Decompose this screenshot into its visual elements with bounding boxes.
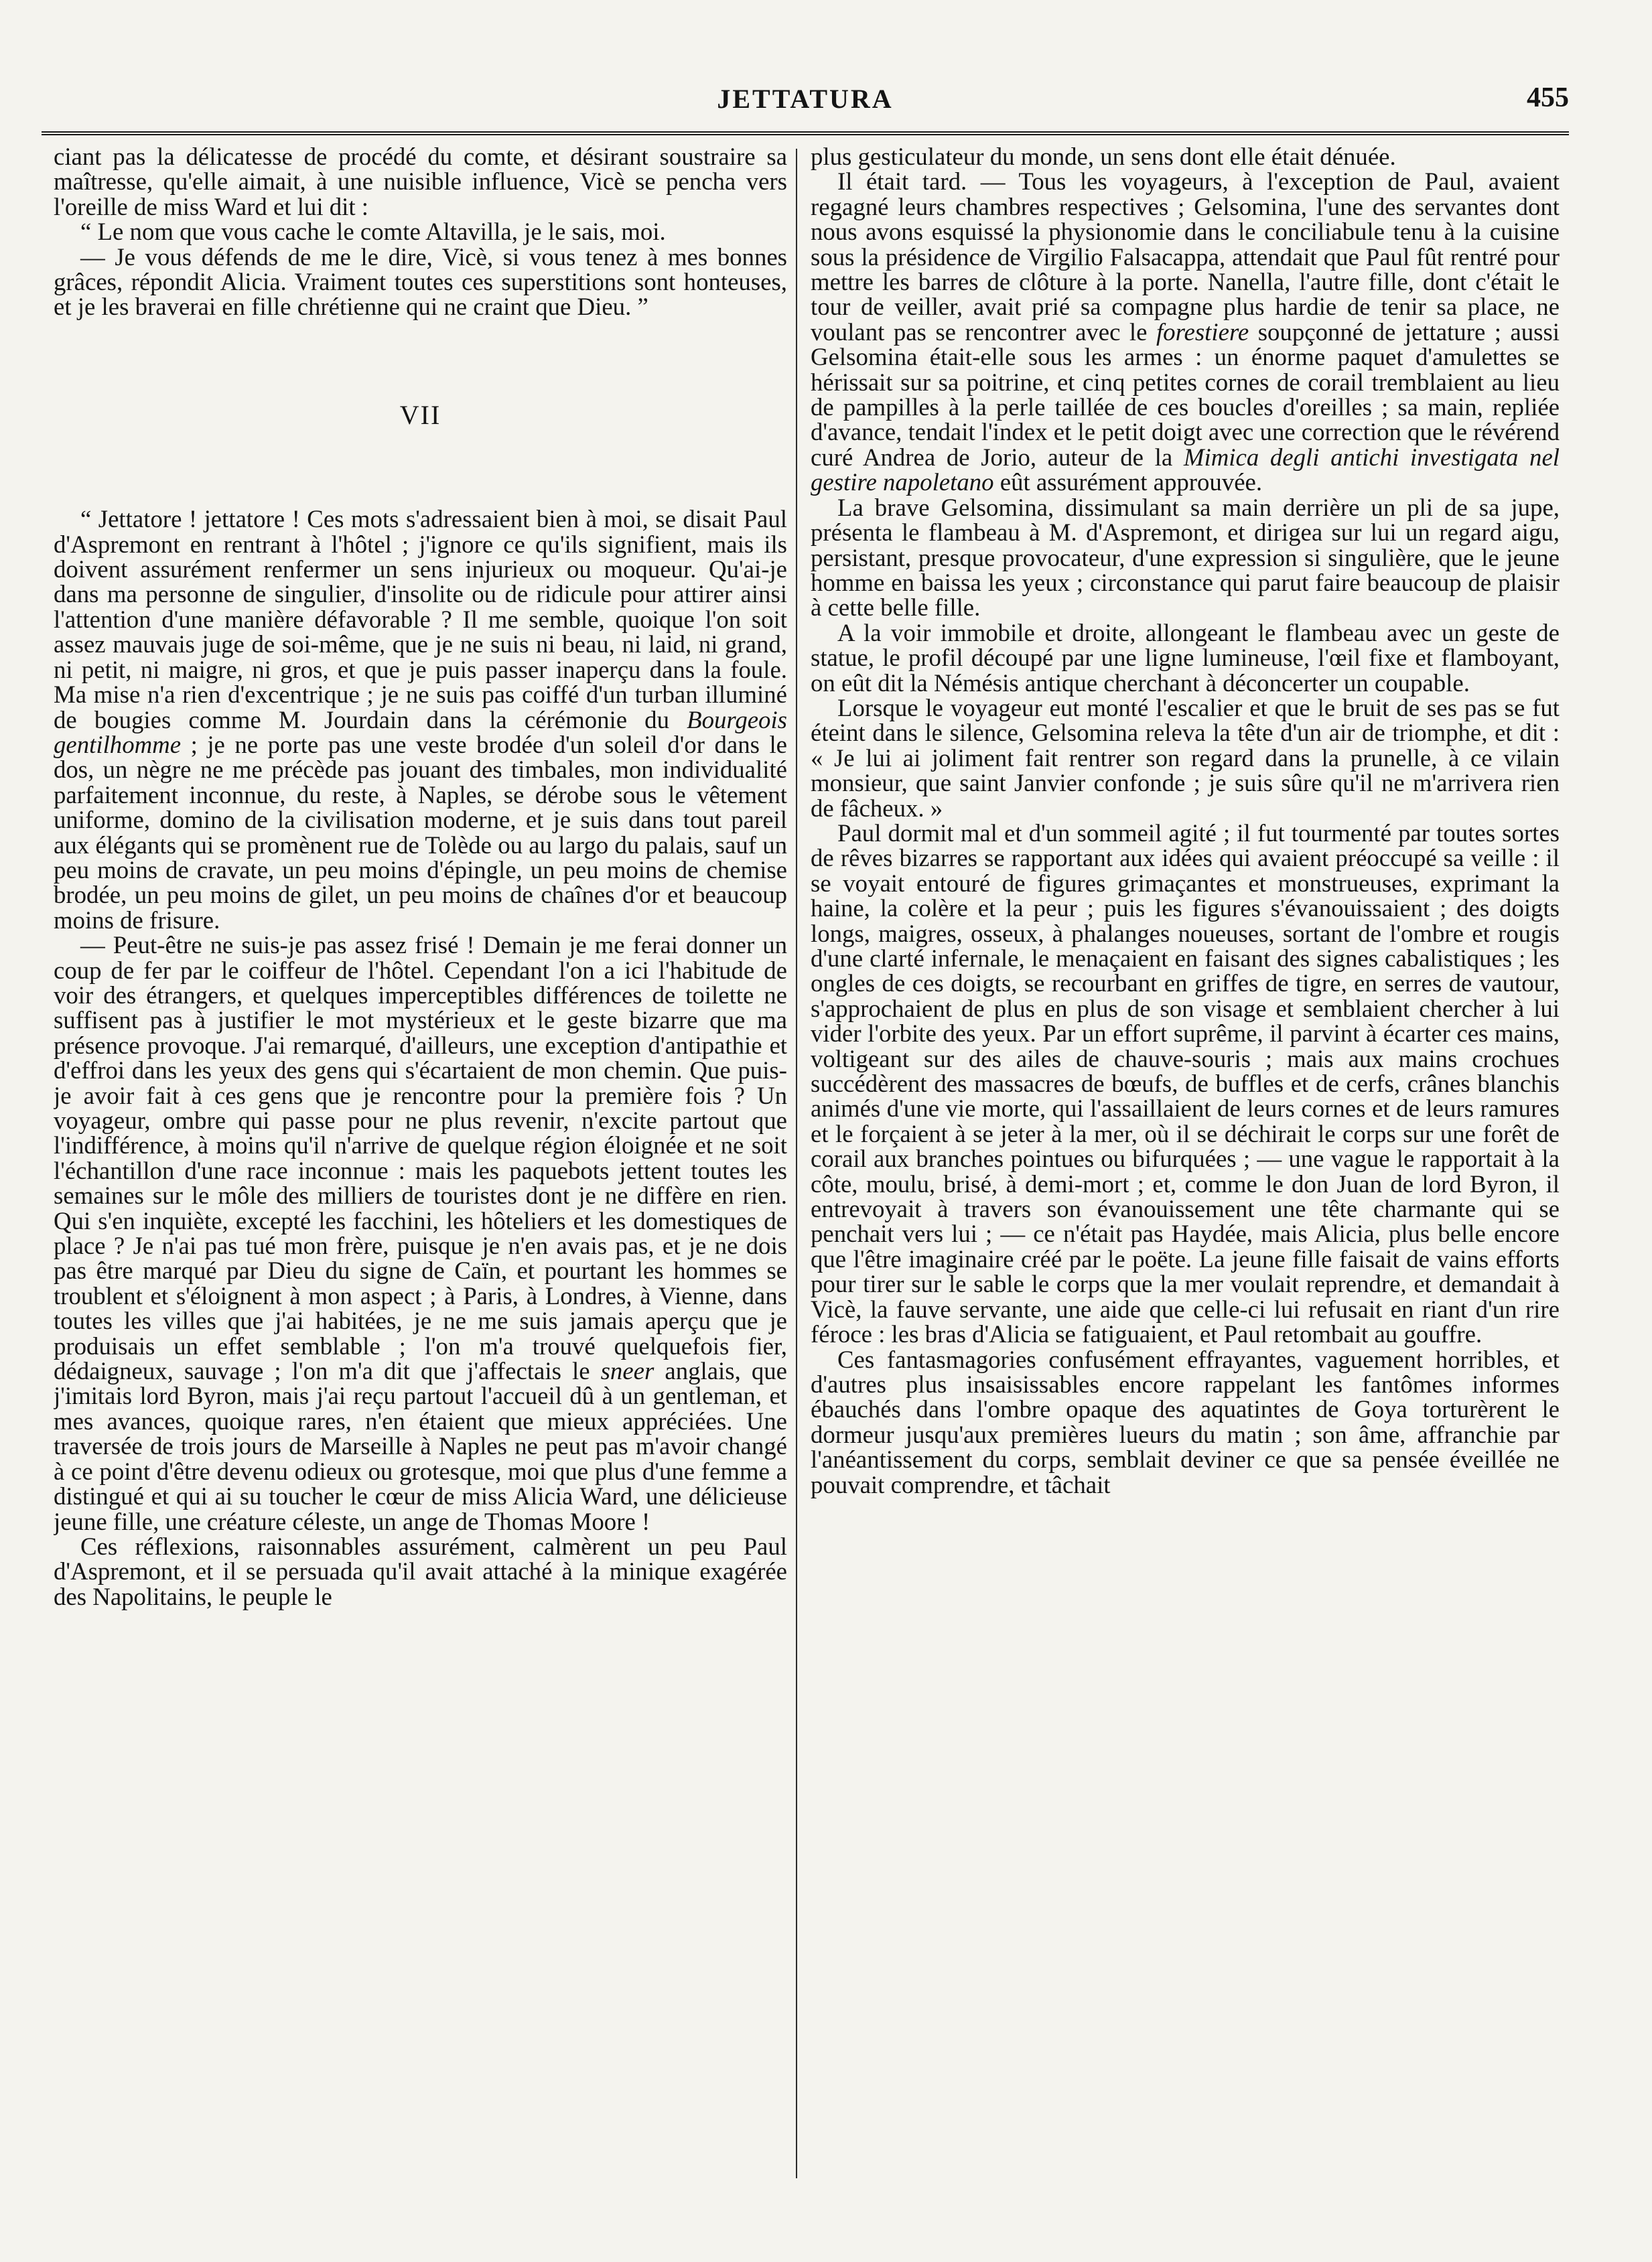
page-number: 455 bbox=[1527, 82, 1569, 113]
text-run: — Peut-être ne suis-je pas assez frisé ! Demain je me ferai donner un coup de fer par le coiffeur de l'hôtel. Cependant l'on a ici l'habitude de voir des étrangers, et quelques imperceptibles différences de toilette ne suffisent pas à justifier le mot mystérieux et le geste bizarre que ma présence provoque. J'ai remarqué, d'ailleurs, une exception d'antipathie et d'effroi dans les yeux des gens qui s'écartaient de mon chemin. Que puis-je avoir fait à ces gens que je rencontre pour la première fois ? Un voyageur, ombre qui passe pour ne plus revenir, n'excite partout que l'indifférence, à moins qu'il n'arrive de quelque région éloignée et ne soit l'échantillon d'une race inconnue : mais les paquebots jettent toutes les semaines sur le môle des milliers de touristes dont je ne diffère en rien. Qui s'en inquiète, excepté les facchini, les hôteliers et les domestiques de place ? Je n'ai pas tué mon frère, puisque je n'en avais pas, et je ne dois pas être marqué par Dieu du signe de Caïn, et pourtant les hommes se troublent et s'éloignent à mon aspect ; à Paris, à Londres, à Vienne, dans toutes les villes que j'ai habitées, je ne me suis jamais aperçu que je produisais un effet semblable ; l'on m'a trouvé quelquefois fier, dédaigneux, sauvage ; l'on m'a dit que j'affectais le bbox=[54, 931, 787, 1385]
paragraph bbox=[54, 932, 787, 1534]
running-title: JETTATURA bbox=[717, 84, 894, 114]
paragraph: “ Le nom que vous cache le comte Altavilla, je le sais, moi. bbox=[80, 218, 666, 246]
italic-title: Mimica degli antichi investigata nel gestire napoletano bbox=[811, 443, 1560, 496]
paragraph: Ces fantasmagories confusément effrayantes, vaguement horribles, et d'autres plus insaisissables encore rappelant les fantômes informes ébauchés dans l'ombre opaque des aquatintes de Goya torturèrent le dormeur jusqu'aux premières lueurs du matin ; son âme, affranchie par l'anéantissement du corps, semblait deviner ce que sa pensée éveillée ne pouvait comprendre, et tâchait bbox=[811, 1345, 1560, 1498]
text-run: eût assurément approuvée. bbox=[1000, 468, 1263, 496]
text-run: “ Jettatore ! jettatore ! Ces mots s'adressaient bien à moi, se disait Paul d'Aspremont en rentrant à l'hôtel ; j'ignore ce qu'ils signifient, mais ils doivent assurément renfermer un sens injurieux ou moqueur. Qu'ai-je dans ma personne de singulier, d'insolite ou de ridicule pour attirer ainsi l'attention d'une manière défavorable ? Il me semble, quoique l'on soit assez mauvais juge de soi-même, que je ne suis ni beau, ni laid, ni grand, ni petit, ni maigre, ni gros, et que je puis passer inaperçu dans la foule. Ma mise n'a rien d'excentrique ; je ne suis pas coiffé d'un turban illuminé de bougies comme M. Jourdain dans la cérémonie du bbox=[54, 505, 787, 733]
left-column bbox=[54, 144, 787, 2180]
paragraph: Lorsque le voyageur eut monté l'escalier et que le bruit de ses pas se fut éteint dans le silence, Gelsomina releva la tête d'un air de triomphe, et dit : « Je lui ai joliment fait rentrer son regard dans la prunelle, à ce vilain monsieur, que saint Janvier confonde ; je suis sûre qu'il ne m'arrivera rien de fâcheux. » bbox=[811, 693, 1560, 822]
italic-word: forestiere bbox=[1156, 317, 1249, 346]
italic-word: sneer bbox=[600, 1357, 655, 1385]
paragraph: Ces réflexions, raisonnables assurément, calmèrent un peu Paul d'Aspremont, et il se persuada qu'il avait attaché à la minique exagérée des Napolitains, le peuple le bbox=[54, 1532, 787, 1610]
column-divider bbox=[796, 149, 797, 2178]
paragraph: A la voir immobile et droite, allongeant le flambeau avec un geste de statue, le profil découpé par une ligne lumineuse, l'œil fixe et flamboyant, on eût dit la Némésis antique cherchant à déconcerter un coupable. bbox=[811, 618, 1560, 697]
paragraph: ciant pas la délicatesse de procédé du comte, et désirant soustraire sa maîtresse, qu'elle aimait, à une nuisible influence, Vicè se pencha vers l'oreille de miss Ward et lui dit : bbox=[54, 144, 787, 220]
text-run: anglais, que j'imitais lord Byron, mais j'ai reçu partout l'accueil dû à un gentleman, et mes avances, quoique rares, n'en étaient que mieux appréciées. Une traversée de trois jours de Marseille à Naples ne peut pas m'avoir changé à ce point d'être devenu odieux ou grotesque, moi que plus d'une femme a distingué et qui ai su toucher le cœur de miss Alicia Ward, une délicieuse jeune fille, une créature céleste, un ange de Thomas Moore ! bbox=[54, 1357, 787, 1535]
page-header bbox=[42, 79, 1569, 126]
paragraph: plus gesticulateur du monde, un sens dont elle était dénuée. bbox=[811, 144, 1396, 170]
paragraph bbox=[811, 169, 1560, 494]
text-run: ; je ne porte pas une veste brodée d'un soleil d'or dans le dos, un nègre ne me précède pas jouant des timbales, mon individualité parfaitement inconnue, du reste, à Naples, se dérobe sous le vêtement uniforme, domino de la civilisation moderne, et je suis dans tout pareil aux élégants qui se promènent rue de Tolède ou au largo du palais, sauf un peu moins de cravate, un peu moins d'épingle, un peu moins de chemise brodée, un peu moins de gilet, un peu moins de chaînes d'or et beaucoup moins de frisure. bbox=[54, 730, 787, 934]
right-column bbox=[811, 144, 1560, 2180]
paragraph bbox=[54, 506, 787, 932]
paragraph: La brave Gelsomina, dissimulant sa main derrière un pli de sa jupe, présenta le flambeau à M. d'Aspremont, et dirigea sur lui un regard aigu, persistant, presque provocateur, d'une expression si singulière, que le jeune homme en baissa les yeux ; circonstance qui parut faire beaucoup de plaisir à cette belle fille. bbox=[811, 493, 1560, 622]
text-run: Il était tard. — Tous les voyageurs, à l'exception de Paul, avaient regagné leurs chambres respectives ; Gelsomina, l'une des servantes dont nous avons esquissé la physionomie dans le conciliabule tenu à la cuisine sous la présidence de Virgilio Falsacappa, attendait que Paul fût rentré pour mettre les barres de clôture à la porte. Nanella, l'autre fille, dont c'était le tour de veiller, avait prié sa compagne plus hardie de tenir sa place, ne voulant pas se rencontrer avec le bbox=[811, 167, 1560, 346]
italic-title: Bourgeois gentilhomme bbox=[54, 705, 787, 758]
paragraph: — Je vous défends de me le dire, Vicè, si vous tenez à mes bonnes grâces, répondit Alicia. Vraiment toutes ces superstitions sont honteuses, et je les braverai en fille chrétienne qui ne craint que Dieu. ” bbox=[54, 242, 787, 321]
header-rule bbox=[42, 131, 1569, 135]
section-heading: VII bbox=[399, 399, 441, 430]
text-run: soupçonné de jettature ; aussi Gelsomina était-elle sous les armes : un énorme paquet d'amulettes se hérissait sur sa poitrine, et cinq petites cornes de corail tremblaient au lieu de pampilles à la perle taillée de ces boucles d'oreilles ; sa main, repliée d'avance, tendait l'index et le petit doigt avec une correction que le révérend curé Andrea de Jorio, auteur de la bbox=[811, 317, 1560, 471]
paragraph: Paul dormit mal et d'un sommeil agité ; il fut tourmenté par toutes sortes de rêves bizarres se rapportant aux idées qui avaient préoccupé sa veille : il se voyait entouré de figures grimaçantes et monstrueuses, exprimant la haine, la colère et la peur ; puis les figures s'évanouissaient ; des doigts longs, maigres, osseux, à phalanges noueuses, sortant de l'ombre et rougis d'une clarté infernale, le menaçaient en faisant des signes cabalistiques ; les ongles de ces doigts, se recourbant en griffes de tigre, en serres de vautour, s'approchaient de plus en plus de son visage et semblaient chercher à lui vider l'orbite des yeux. Par un effort suprême, il parvint à écarter ces mains, voltigeant sur des ailes de chauve-souris ; mais aux mains crochues succédèrent des massacres de bœufs, de buffles et de cerfs, crânes blanchis animés d'une vie morte, qui l'assaillaient de leurs cornes et de leurs ramures et le forçaient à se jeter à la mer, où il se déchirait le corps sur une forêt de corail aux branches pointues ou bifurquées ; — une vague le rapportait à la côte, moulu, brisé, à demi-mort ; et, comme le don Juan de lord Byron, il entrevoyait à travers son évanouissement une tête charmante qui se penchait vers lui ; — ce n'était pas Haydée, mais Alicia, plus belle encore que l'être imaginaire créé par le poëte. La jeune fille faisait de vains efforts pour tirer sur le sable le corps que la mer voulait reprendre, et demandait à Vicè, la fauve servante, une aide que celle-ci lui refusait en riant d'un rire féroce : les bras d'Alicia se fatiguaient, et Paul retombait au gouffre. bbox=[811, 819, 1560, 1348]
